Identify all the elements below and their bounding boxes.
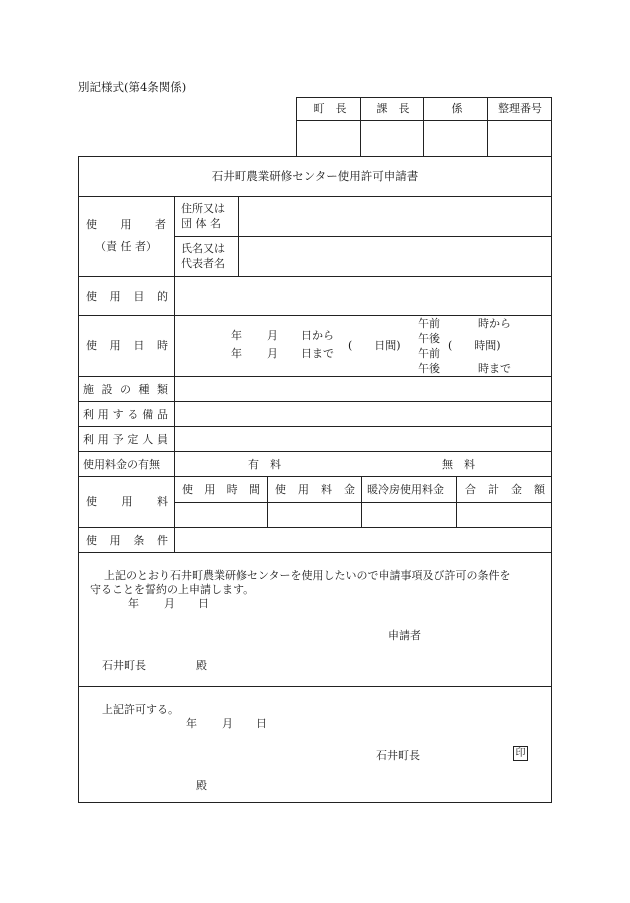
address-label-line2: 団 体 名 xyxy=(181,217,221,230)
applicant-signature-field[interactable] xyxy=(428,622,546,646)
town-chief-stamp-field[interactable] xyxy=(297,121,359,156)
fee-header-usage-fee: 使 用 料 金 xyxy=(275,483,355,496)
conditions-input[interactable] xyxy=(175,528,551,552)
declaration-date-year[interactable]: 年 xyxy=(128,597,139,610)
fee-label: 使 用 料 xyxy=(86,495,168,508)
expected-people-input[interactable] xyxy=(175,427,551,451)
expected-people-label: 利 用 予 定 人 員 xyxy=(83,433,168,446)
name-label-line1: 氏名又は xyxy=(181,242,225,255)
staff-label: 係 xyxy=(451,102,463,115)
permission-date-year[interactable]: 年 xyxy=(186,717,197,730)
town-chief-label: 町 長 xyxy=(313,102,347,115)
section-chief-stamp-field[interactable] xyxy=(361,121,422,156)
declaration-addressee: 石井町長 xyxy=(102,659,146,672)
section-chief-label: 課 長 xyxy=(376,102,410,115)
datetime-label: 使 用 日 時 xyxy=(86,339,168,352)
declaration-text-line2: 守ることを誓約の上申請します。 xyxy=(90,583,255,596)
staff-stamp-field[interactable] xyxy=(424,121,486,156)
form-title: 石井町農業研修センター使用許可申請書 xyxy=(211,169,419,183)
fee-header-total: 合 計 金 額 xyxy=(465,483,545,496)
fee-free-option[interactable]: 無 料 xyxy=(442,458,475,471)
address-label-line1: 住所又は xyxy=(181,202,225,215)
equipment-label: 利 用 す る 備 品 xyxy=(83,408,168,421)
facility-type-input[interactable] xyxy=(175,377,551,401)
permission-text: 上記許可する。 xyxy=(102,703,179,716)
address-input[interactable] xyxy=(239,197,551,236)
reference-number-label: 整理番号 xyxy=(498,102,542,115)
equipment-input[interactable] xyxy=(175,402,551,426)
permission-date-day[interactable]: 日 xyxy=(256,717,267,730)
name-input[interactable] xyxy=(239,237,551,276)
purpose-input[interactable] xyxy=(175,277,551,315)
permission-issuer: 石井町長 xyxy=(376,749,420,762)
conditions-label: 使 用 条 件 xyxy=(86,534,168,547)
facility-type-label: 施 設 の 種 類 xyxy=(83,383,168,396)
usage-time-input[interactable] xyxy=(175,503,267,527)
fee-header-aircon-fee: 暖冷房使用料金 xyxy=(367,483,444,496)
aircon-fee-input[interactable] xyxy=(362,503,456,527)
declaration-date-day[interactable]: 日 xyxy=(198,597,209,610)
datetime-input[interactable]: 年 月 日から 年 月 日まで ( 日間) 午前 午後 午前 午後 時から ( 時間) 時まで xyxy=(231,317,511,375)
permission-date-month[interactable]: 月 xyxy=(222,717,233,730)
fee-presence-label: 使用料金の有無 xyxy=(83,458,160,471)
purpose-label: 使 用 目 的 xyxy=(86,290,168,303)
form-reference-note: 別記様式(第4条関係) xyxy=(78,80,187,94)
total-fee-input[interactable] xyxy=(457,503,551,527)
seal-mark: 印 xyxy=(513,746,528,761)
application-form xyxy=(78,156,552,803)
applicant-label: 申請者 xyxy=(388,629,421,642)
name-label-line2: 代表者名 xyxy=(181,257,225,270)
declaration-text-line1: 上記のとおり石井町農業研修センターを使用したいので申請事項及び許可の条件を xyxy=(104,569,511,582)
permission-honorific: 殿 xyxy=(196,779,207,792)
declaration-honorific: 殿 xyxy=(196,659,207,672)
fee-header-usage-time: 使 用 時 間 xyxy=(182,483,260,496)
usage-fee-input[interactable] xyxy=(268,503,361,527)
fee-charged-option[interactable]: 有 料 xyxy=(248,458,281,471)
approval-stamp-box xyxy=(296,97,552,157)
responsible-person-label: （責 任 者） xyxy=(95,240,157,253)
declaration-date-month[interactable]: 月 xyxy=(164,597,175,610)
reference-number-field[interactable] xyxy=(488,121,551,156)
user-label: 使 用 者 xyxy=(86,218,166,231)
permission-addressee-field[interactable] xyxy=(88,770,188,794)
